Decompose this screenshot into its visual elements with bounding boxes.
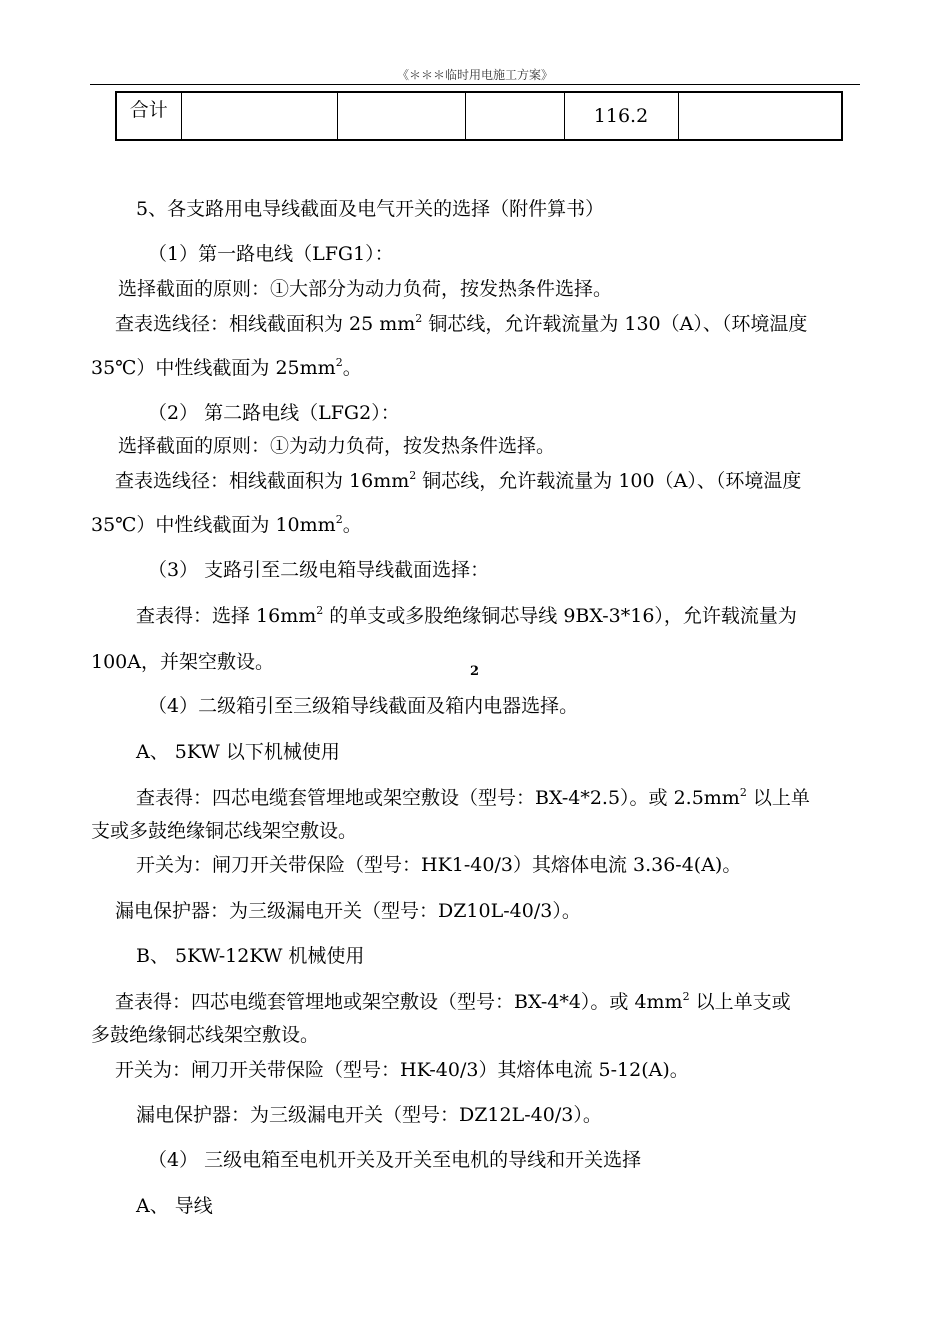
paragraph-line: 漏电保护器：为三级漏电开关（型号：DZ10L-40/3）。 xyxy=(115,900,581,922)
subsection-heading: （4） 三级电箱至电机开关及开关至电机的导线和开关选择 xyxy=(148,1149,642,1171)
total-value-cell: 116.2 xyxy=(564,92,678,140)
paragraph-line: 开关为：闸刀开关带保险（型号：HK-40/3）其熔体电流 5-12(A)。 xyxy=(115,1059,689,1081)
total-label-cell: 合计 xyxy=(116,92,181,140)
subsection-heading: （1）第一路电线（LFG1）： xyxy=(148,243,394,265)
summary-table xyxy=(115,91,843,141)
paragraph-line: 查表得：四芯电缆套管埋地或架空敷设（型号：BX-4*4）。或 $4mm^2$ 以上单支或 xyxy=(115,990,791,1013)
page-number: 2 xyxy=(470,664,480,679)
table-cell-empty xyxy=(678,92,842,140)
paragraph-line: 开关为：闸刀开关带保险（型号：HK1-40/3）其熔体电流 3.36-4(A)。 xyxy=(136,854,742,876)
paragraph-line: 查表得：四芯电缆套管埋地或架空敷设（型号：BX-4*2.5）。或 $2.5mm^2$ 以上单 xyxy=(136,786,810,809)
paragraph-line: 35℃）中性线截面为 $10mm^2$。 xyxy=(91,513,362,536)
paragraph-line: 支或多鼓绝缘铜芯线架空敷设。 xyxy=(91,820,358,842)
header-rule xyxy=(90,84,860,85)
subsection-heading: （2） 第二路电线（LFG2）： xyxy=(148,402,400,424)
paragraph-line: 漏电保护器：为三级漏电开关（型号：DZ12L-40/3）。 xyxy=(136,1104,602,1126)
subsection-heading: B、 5KW-12KW 机械使用 xyxy=(136,945,365,967)
paragraph-line: 100A，并架空敷设。 xyxy=(91,651,274,673)
subsection-heading: A、 5KW 以下机械使用 xyxy=(136,741,340,763)
section-heading: 5、各支路用电导线截面及电气开关的选择（附件算书） xyxy=(136,198,605,220)
paragraph-line: 查表选线径：相线截面积为 $16mm^2$ 铜芯线，允许载流量为 100（A）、（环境温度 xyxy=(115,469,802,492)
paragraph-line: 35℃）中性线截面为 $25mm^2$。 xyxy=(91,356,362,379)
page-header: 《＊＊＊临时用电施工方案》 xyxy=(396,68,553,82)
subsection-heading: （4）二级箱引至三级箱导线截面及箱内电器选择。 xyxy=(148,695,579,717)
table-cell-empty xyxy=(337,92,465,140)
subsection-heading: （3） 支路引至二级电箱导线截面选择： xyxy=(148,559,490,581)
subsection-heading: A、 导线 xyxy=(136,1195,213,1217)
table-row-total xyxy=(116,92,842,140)
paragraph-line: 选择截面的原则：①大部分为动力负荷，按发热条件选择。 xyxy=(118,278,613,300)
paragraph-line: 多鼓绝缘铜芯线架空敷设。 xyxy=(91,1024,320,1046)
paragraph-line: 选择截面的原则：①为动力负荷，按发热条件选择。 xyxy=(118,435,556,457)
paragraph-line: 查表得：选择 $16mm^2$ 的单支或多股绝缘铜芯导线 9BX-3*16），允许载流量为 xyxy=(136,604,797,627)
paragraph-line: 查表选线径：相线截面积为 25 $mm^2$ 铜芯线，允许载流量为 130（A）、（环境温度 xyxy=(115,312,808,335)
table-cell-empty xyxy=(181,92,337,140)
table-cell-empty xyxy=(465,92,564,140)
